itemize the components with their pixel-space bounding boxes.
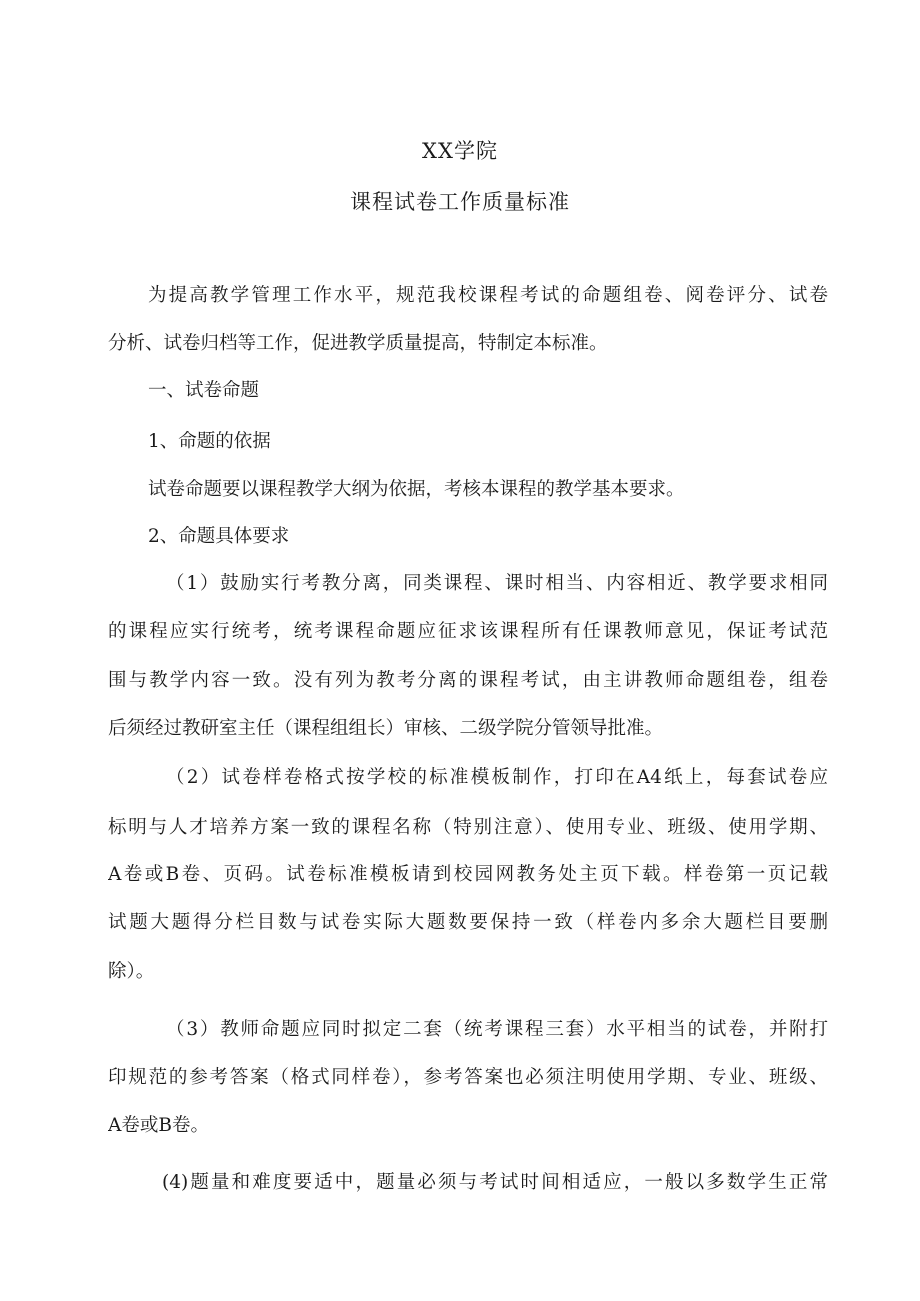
item1-line-3: 围与教学内容一致。没有列为教考分离的课程考试，由主讲教师命题组卷，组卷 — [108, 670, 828, 691]
item2-line-4: 试题大题得分栏目数与试卷实际大题数要保持一致（样卷内多余大题栏目要删 — [108, 912, 828, 933]
item1-line-4: 后须经过教研室主任（课程组组长）审核、二级学院分管领导批准。 — [108, 718, 664, 739]
subsection-heading-2: 2、命题具体要求 — [148, 526, 290, 547]
intro-line-2: 分析、试卷归档等工作，促进教学质量提高，特制定本标准。 — [108, 333, 608, 354]
item4-line-1: (4)题量和难度要适中，题量必须与考试时间相适应，一般以多数学生正常 — [162, 1172, 828, 1193]
intro-line-1: 为提高教学管理工作水平，规范我校课程考试的命题组卷、阅卷评分、试卷 — [148, 285, 828, 306]
subsection-text-1: 试卷命题要以课程教学大纲为依据，考核本课程的教学基本要求。 — [148, 479, 685, 500]
item3-line-2: 印规范的参考答案（格式同样卷），参考答案也必须注明使用学期、专业、班级、 — [108, 1067, 828, 1088]
subsection-heading-1: 1、命题的依据 — [148, 431, 271, 452]
item2-line-1: （2）试卷样卷格式按学校的标准模板制作，打印在A4纸上，每套试卷应 — [166, 767, 828, 788]
item1-line-2: 的课程应实行统考，统考课程命题应征求该课程所有任课教师意见，保证考试范 — [108, 621, 828, 642]
item2-line-2: 标明与人才培养方案一致的课程名称（特别注意）、使用专业、班级、使用学期、 — [108, 817, 828, 838]
item3-line-3: A卷或B卷。 — [108, 1115, 209, 1136]
school-name: XX学院 — [422, 139, 498, 163]
item2-line-5: 除）。 — [108, 961, 155, 982]
document-title: 课程试卷工作质量标准 — [350, 190, 570, 214]
item1-line-1: （1）鼓励实行考教分离，同类课程、课时相当、内容相近、教学要求相同 — [166, 573, 828, 594]
item3-line-1: （3）教师命题应同时拟定二套（统考课程三套）水平相当的试卷，并附打 — [166, 1019, 828, 1040]
item2-line-3: A卷或B卷、页码。试卷标准模板请到校园网教务处主页下载。样卷第一页记载 — [108, 864, 828, 885]
section-heading: 一、试卷命题 — [148, 380, 260, 401]
